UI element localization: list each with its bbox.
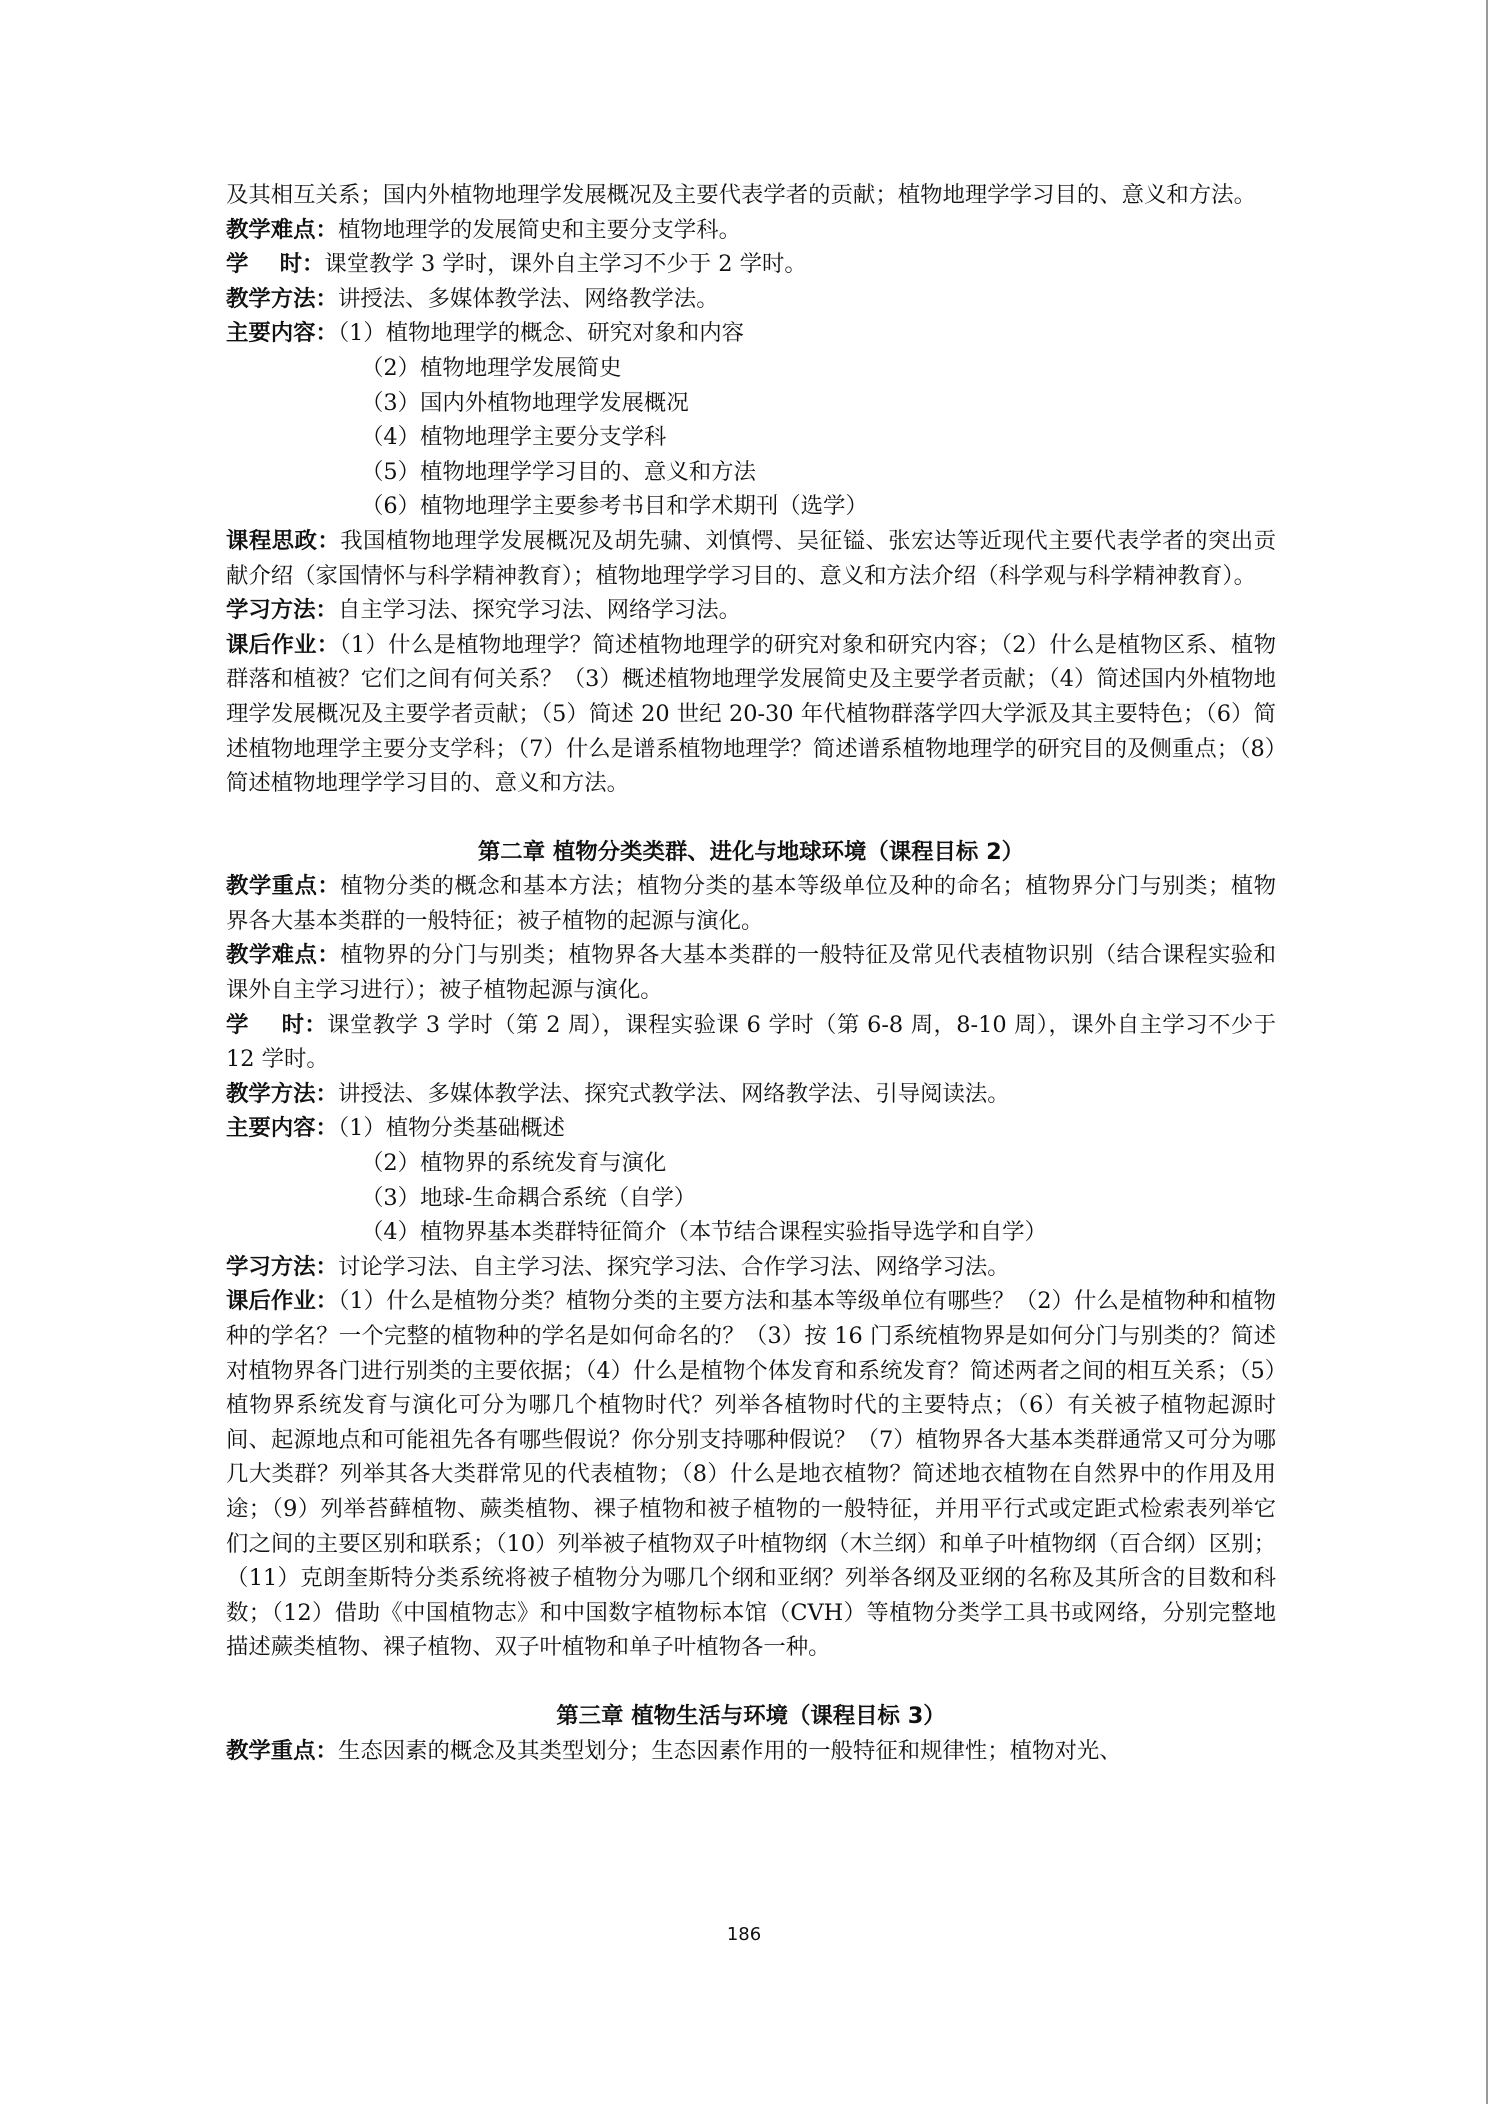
section-gap [226,801,1276,835]
intro-difficulty [226,213,1276,248]
chapter2-content-first [226,1111,1276,1146]
label: 学习方法： [226,1253,338,1280]
text: 植物分类的概念和基本方法；植物分类的基本等级单位及种的命名；植物界分门与别类；植物界各大基本类群的一般特征；被子植物的起源与演化。 [226,873,1277,934]
text: 我国植物地理学发展概况及胡先骕、刘慎愕、吴征镒、张宏达等近现代主要代表学者的突出贡献介绍（家国情怀与科学精神教育）；植物地理学学习目的、意义和方法介绍（科学观与科学精神教育）。 [226,527,1277,589]
intro-homework [226,628,1276,801]
content-item: （2）植物界的系统发育与演化 [361,1150,667,1177]
intro-learning [226,593,1276,628]
label: 课后作业： [226,631,340,658]
label: 教学重点： [226,1737,338,1764]
content-item: （5）植物地理学学习目的、意义和方法 [361,458,756,485]
page-number: 186 [726,1924,762,1945]
label: 课程思政： [226,527,341,554]
label: 主要内容： [226,320,338,347]
chapter2-learning [226,1250,1276,1285]
chapter2-title: 第二章 植物分类类群、进化与地球环境（课程目标 2） [477,838,1025,865]
intro-hours [226,247,1276,282]
text: （1）什么是植物地理学？简述植物地理学的研究对象和研究内容；（2）什么是植物区系、植物群落和植被？它们之间有何关系？（3）概述植物地理学发展简史及主要学者贡献；（4）简述国内外植物地理学发展概况及主要学者贡献；（5）简述 20 世纪 20-30 年代植物群落学四大学派及其主要特色；（6）简述植物地理学主要分支学科；（7）什么是谱系植物地理学？简述谱系植物地理学的研究目的及侧重点；（8）简述植物地理学学习目的、意义和方法。 [226,631,1276,797]
label: 教学难点： [226,216,338,243]
section-gap [226,1665,1276,1699]
text: 讲授法、多媒体教学法、探究式教学法、网络教学法、引导阅读法。 [337,1080,1010,1107]
intro-paragraph: 及其相互关系；国内外植物地理学发展概况及主要代表学者的贡献；植物地理学学习目的、意义和方法。 [226,182,1256,208]
intro-content-first [226,316,1276,351]
chapter3-key [226,1734,1276,1769]
label: 学 时： [226,251,325,278]
label: 学 时： [226,1011,328,1038]
content-item: （4）植物界基本类群特征简介（本节结合课程实验指导选学和自学） [361,1219,1047,1246]
intro-ideology [226,524,1276,593]
label: 课后作业： [226,1288,339,1315]
content-item: （6）植物地理学主要参考书目和学术期刊（选学） [361,493,868,520]
intro-methods [226,282,1276,317]
text: 讲授法、多媒体教学法、网络教学法。 [337,285,719,312]
chapter2-key [226,869,1276,938]
label: 教学方法： [226,1080,338,1107]
label: 教学难点： [226,942,341,969]
content-item: （3）地球-生命耦合系统（自学） [361,1184,697,1211]
text: 植物地理学的发展简史和主要分支学科。 [337,216,741,243]
label: 主要内容： [226,1115,338,1142]
content-item: （4）植物地理学主要分支学科 [361,424,667,451]
chapter2-homework [226,1284,1276,1665]
text: 课堂教学 3 学时（第 2 周），课程实验课 6 学时（第 6-8 周，8-10 周），课外自主学习不少于 12 学时。 [226,1011,1276,1073]
text: 自主学习法、探究学习法、网络学习法。 [337,597,741,624]
chapter2-difficulty [226,938,1276,1007]
label: 学习方法： [226,597,338,624]
content-item: （1）植物地理学的概念、研究对象和内容 [337,320,745,347]
content-item: （2）植物地理学发展简史 [361,354,622,381]
text: （1）什么是植物分类？植物分类的主要方法和基本等级单位有哪些？（2）什么是植物种和植物种的学名？一个完整的植物种的学名是如何命名的？（3）按 16 门系统植物界是如何分门与别类的？简述对植物界各门进行别类的主要依据；（4）什么是植物个体发育和系统发育？简述两者之间的相互关系；（5）植物界系统发育与演化可分为哪几个植物时代？列举各植物时代的主要特点；（6）有关被子植物起源时间、起源地点和可能祖先各有哪些假说？你分别支持哪种假说？（7）植物界各大基本类群通常又可分为哪几大类群？列举其各大类群常见的代表植物；（8）什么是地衣植物？简述地衣植物在自然界中的作用及用途；（9）列举苔藓植物、蕨类植物、裸子植物和被子植物的一般特征，并用平行式或定距式检索表列举它们之间的主要区别和联系；（10）列举被子植物双子叶植物纲（木兰纲）和单子叶植物纲（百合纲）区别；（11）克朗奎斯特分类系统将被子植物分为哪几个纲和亚纲？列举各纲及亚纲的名称及其所含的目数和科数；（12）借助《中国植物志》和中国数字植物标本馆（CVH）等植物分类学工具书或网络，分别完整地描述蕨类植物、裸子植物、双子叶植物和单子叶植物各一种。 [226,1288,1276,1661]
content-item: （3）国内外植物地理学发展概况 [361,389,689,416]
page-content [226,178,1276,1768]
label: 教学重点： [226,873,341,900]
chapter2-methods [226,1077,1276,1112]
text: 生态因素的概念及其类型划分；生态因素作用的一般特征和规律性；植物对光、 [337,1737,1122,1764]
chapter2-hours [226,1008,1276,1077]
chapter3-title: 第三章 植物生活与环境（课程目标 3） [556,1702,946,1729]
content-item: （1）植物分类基础概述 [337,1115,565,1142]
text: 植物界的分门与别类；植物界各大基本类群的一般特征及常见代表植物识别（结合课程实验和课外自主学习进行）；被子植物起源与演化。 [226,942,1277,1004]
label: 教学方法： [226,285,338,312]
text: 讨论学习法、自主学习法、探究学习法、合作学习法、网络学习法。 [337,1253,1010,1280]
text: 课堂教学 3 学时，课外自主学习不少于 2 学时。 [324,251,807,278]
